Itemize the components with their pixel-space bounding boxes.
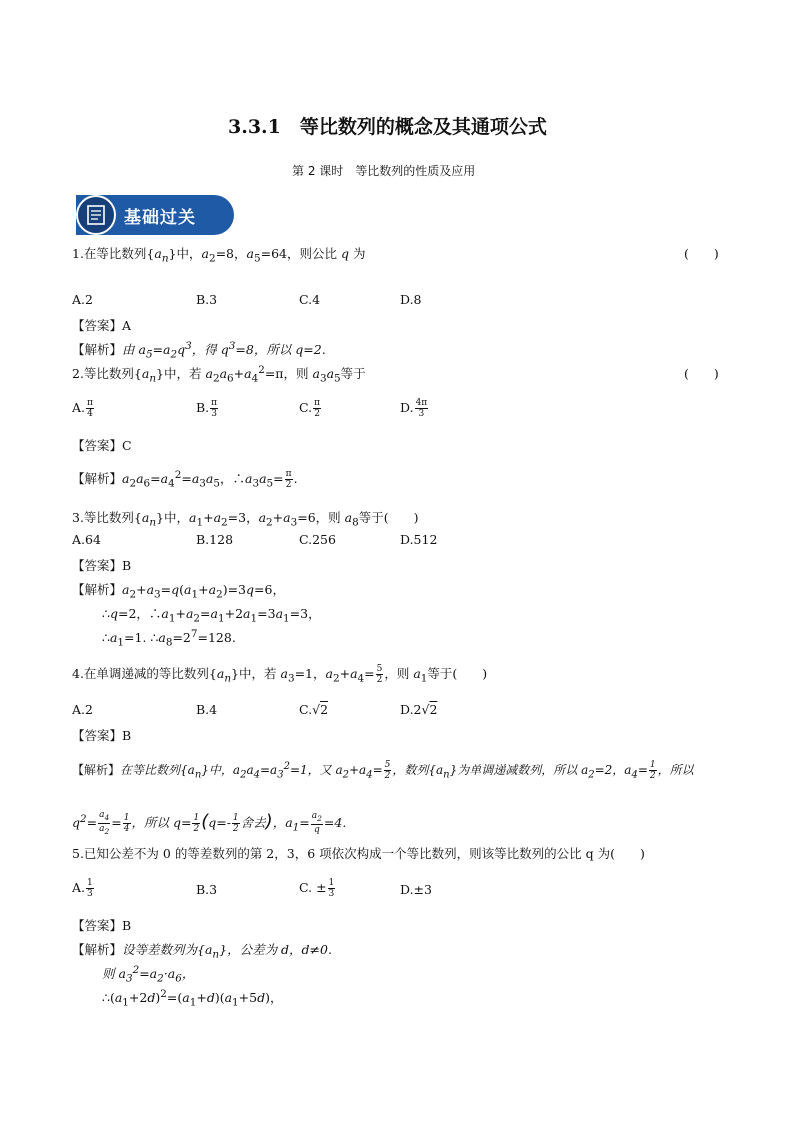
notebook-icon xyxy=(76,195,116,235)
q5-option-a: A. $\frac{1}{3}$ xyxy=(72,878,93,899)
q3-analysis-2: ∴q=2，$\therefore a_1+a_2=a_1+2a_1=3a_1=3$， xyxy=(102,606,321,625)
answer-blank: ( ) xyxy=(684,246,719,261)
page-subtitle: 第 2 课时 等比数列的性质及应用 xyxy=(292,164,476,178)
question-2-stem: 2.等比数列$\{a_n\}$中，若 $a_2a_6+a_4^2=\pi$，则 $a_3a_5$等于 xyxy=(72,364,366,385)
banner-label: 基础过关 xyxy=(124,208,196,228)
q5-analysis-3: $\therefore(a_1+2d)^2=(a_1+d)(a_1+5d)$， xyxy=(102,988,283,1009)
q1-answer: 【答案】A xyxy=(72,318,132,333)
q2-option-d: D. $\frac{4\pi}{3}$ xyxy=(400,398,428,419)
question-1-stem: 1.在等比数列$\{a_n\}$中，$a_2=8$，$a_5=64$，则公比 q 为 xyxy=(72,246,366,265)
q1-option-c: C.4 xyxy=(299,292,321,307)
question-5-stem: 5.已知公差不为 0 的等差数列的第 2，3，6 项依次构成一个等比数列，则该等比数列的公比 q 为( ) xyxy=(72,846,645,861)
q5-answer: 【答案】B xyxy=(72,918,132,933)
q1-option-a: A.2 xyxy=(72,292,93,307)
q2-answer: 【答案】C xyxy=(72,438,132,453)
q5-option-b: B.3 xyxy=(196,882,218,897)
q5-analysis-2: 则 $a_3^2=a_2\cdot a_6$， xyxy=(102,964,195,985)
q4-option-c: C.√2 xyxy=(299,702,329,717)
q2-option-c: C. $\frac{\pi}{2}$ xyxy=(299,398,321,419)
section-banner xyxy=(76,195,234,235)
q2-option-b: B. $\frac{\pi}{3}$ xyxy=(196,398,218,419)
q3-analysis-1: 【解析】$a_2+a_3=q(a_1+a_2)=3q=6$， xyxy=(72,582,285,601)
q3-option-c: C.256 xyxy=(299,532,336,547)
q4-analysis-2: $q^2=$ $\frac{a_4}{a_2}$ = $\frac{1}{4}$ ，所以 q= $\frac{1}{2}$ (q=- $\frac{1}{2}$ 舍去)，$a_1=$ $\frac{a_2}{q}$ =4. xyxy=(72,810,347,836)
question-4-stem: 4.在单调递减的等比数列$\{a_n\}$中，若 $a_3=1$，$a_2+a_4=$ $\frac{5}{2}$ ，则 $a_1$等于( ) xyxy=(72,664,488,685)
q1-option-b: B.3 xyxy=(196,292,218,307)
q5-analysis-1: 【解析】设等差数列为$\{a_n\}$，公差为 d，d≠0. xyxy=(72,942,332,961)
question-3-stem: 3.等比数列$\{a_n\}$中，$a_1+a_2=3$，$a_2+a_3=6$，则 $a_8$等于( ) xyxy=(72,510,419,529)
q3-answer: 【答案】B xyxy=(72,558,132,573)
q4-answer: 【答案】B xyxy=(72,728,132,743)
q2-option-a: A. $\frac{\pi}{4}$ xyxy=(72,398,93,419)
page-title: 3.3.1 等比数列的概念及其通项公式 xyxy=(228,116,547,138)
q4-option-a: A.2 xyxy=(72,702,93,717)
q5-option-c: C. ± $\frac{1}{3}$ xyxy=(299,878,335,899)
answer-blank: ( ) xyxy=(684,366,719,381)
q3-option-a: A.64 xyxy=(72,532,101,547)
q5-option-d: D.±3 xyxy=(400,882,432,897)
q1-analysis: 【解析】由 $a_5=a_2q^3$，得 $q^3=8$，所以 q=2. xyxy=(72,340,326,361)
q3-option-b: B.128 xyxy=(196,532,234,547)
q1-option-d: D.8 xyxy=(400,292,422,307)
q4-option-d: D.2√2 xyxy=(400,702,438,717)
q4-analysis-1: 【解析】在等比数列$\{a_n\}$中，$a_2a_4=a_3^2=1$，又 $a_2+a_4=$ $\frac{5}{2}$ ，数列$\{a_n\}$为单调递减数列，所以 $a_2=2$，$a_4=$ $\frac{1}{2}$ ，所以 xyxy=(72,760,694,781)
q3-analysis-3: $\therefore a_1=1$. $\therefore a_8=2^7=128$. xyxy=(102,628,236,649)
q4-option-b: B.4 xyxy=(196,702,218,717)
q2-analysis: 【解析】$a_2a_6=a_4^2=a_3a_5$，$\therefore a_3a_5=$ $\frac{\pi}{2}$ . xyxy=(72,469,298,491)
q3-option-d: D.512 xyxy=(400,532,438,547)
